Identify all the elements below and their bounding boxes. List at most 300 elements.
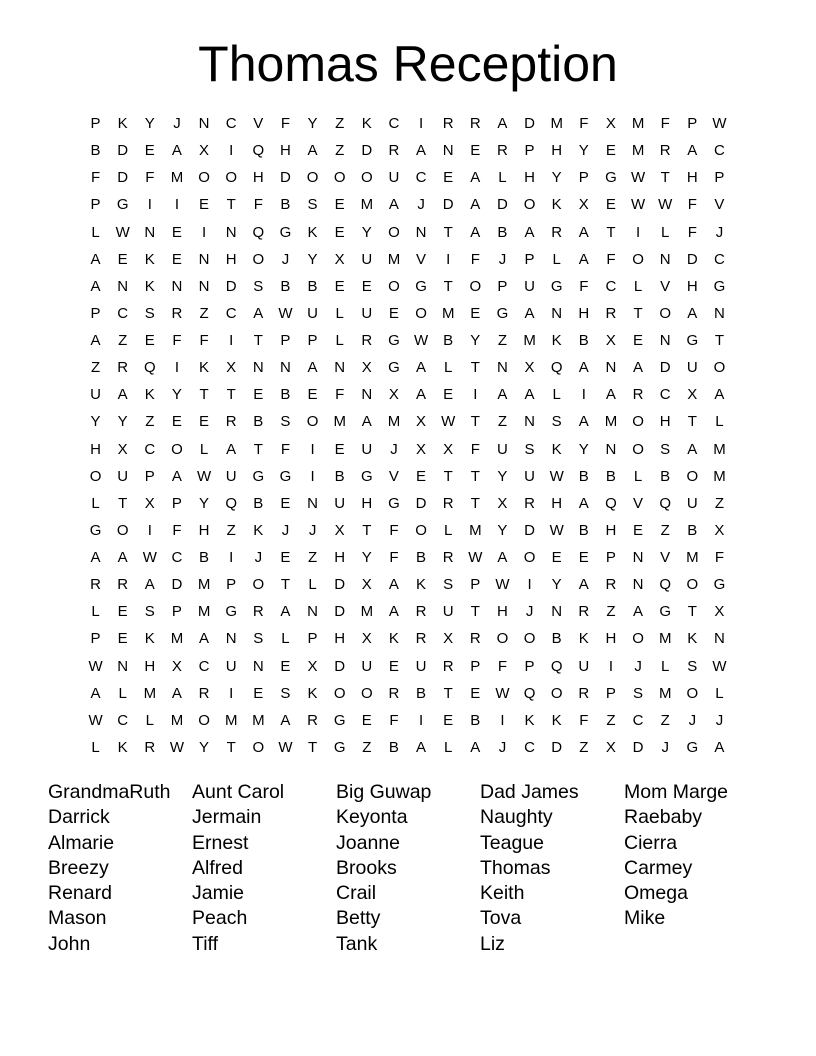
- grid-letter[interactable]: O: [360, 169, 373, 187]
- grid-letter[interactable]: F: [199, 332, 209, 350]
- grid-letter[interactable]: L: [661, 657, 670, 675]
- grid-letter[interactable]: F: [145, 169, 155, 187]
- grid-letter[interactable]: J: [498, 250, 507, 268]
- grid-letter[interactable]: G: [116, 196, 129, 214]
- grid-letter[interactable]: A: [687, 440, 698, 458]
- grid-letter[interactable]: K: [199, 359, 210, 377]
- grid-letter[interactable]: A: [280, 603, 291, 621]
- grid-letter[interactable]: Y: [307, 115, 318, 133]
- grid-letter[interactable]: I: [229, 142, 234, 160]
- grid-letter[interactable]: I: [229, 684, 234, 702]
- grid-letter[interactable]: C: [605, 277, 617, 295]
- grid-letter[interactable]: E: [253, 386, 264, 404]
- grid-letter[interactable]: C: [225, 115, 237, 133]
- grid-letter[interactable]: Z: [606, 603, 616, 621]
- grid-letter[interactable]: K: [144, 277, 155, 295]
- grid-letter[interactable]: T: [307, 738, 318, 756]
- grid-letter[interactable]: Y: [551, 576, 562, 594]
- grid-letter[interactable]: E: [470, 304, 481, 322]
- grid-letter[interactable]: R: [605, 304, 617, 322]
- grid-letter[interactable]: A: [416, 386, 427, 404]
- grid-letter[interactable]: A: [280, 711, 291, 729]
- grid-letter[interactable]: A: [307, 359, 318, 377]
- grid-letter[interactable]: D: [280, 169, 291, 187]
- grid-letter[interactable]: E: [388, 304, 399, 322]
- grid-letter[interactable]: Y: [470, 332, 481, 350]
- grid-letter[interactable]: H: [225, 250, 237, 268]
- grid-letter[interactable]: T: [470, 413, 480, 431]
- grid-letter[interactable]: M: [143, 684, 157, 702]
- grid-letter[interactable]: O: [632, 440, 644, 458]
- grid-letter[interactable]: G: [333, 711, 346, 729]
- grid-letter[interactable]: H: [280, 142, 291, 160]
- grid-letter[interactable]: O: [171, 440, 183, 458]
- grid-letter[interactable]: G: [388, 494, 400, 512]
- grid-letter[interactable]: M: [631, 142, 645, 160]
- grid-letter[interactable]: B: [551, 630, 562, 648]
- grid-letter[interactable]: R: [117, 359, 129, 377]
- grid-letter[interactable]: N: [442, 142, 454, 160]
- grid-letter[interactable]: A: [361, 413, 372, 431]
- grid-letter[interactable]: I: [635, 223, 641, 241]
- grid-letter[interactable]: U: [225, 657, 237, 675]
- grid-letter[interactable]: O: [632, 413, 644, 431]
- grid-letter[interactable]: W: [196, 467, 212, 485]
- grid-letter[interactable]: T: [443, 467, 453, 485]
- grid-letter[interactable]: A: [578, 359, 589, 377]
- grid-letter[interactable]: D: [686, 250, 698, 268]
- grid-letter[interactable]: N: [524, 413, 535, 431]
- grid-letter[interactable]: M: [197, 603, 211, 621]
- grid-letter[interactable]: H: [334, 549, 346, 567]
- grid-letter[interactable]: D: [334, 657, 346, 675]
- grid-letter[interactable]: L: [91, 494, 100, 512]
- grid-letter[interactable]: F: [389, 521, 399, 539]
- grid-letter[interactable]: C: [171, 549, 183, 567]
- grid-letter[interactable]: E: [334, 440, 345, 458]
- grid-letter[interactable]: O: [713, 359, 726, 377]
- grid-letter[interactable]: A: [578, 576, 589, 594]
- grid-letter[interactable]: Z: [497, 332, 508, 350]
- grid-letter[interactable]: E: [443, 386, 454, 404]
- grid-letter[interactable]: D: [225, 277, 237, 295]
- grid-letter[interactable]: O: [306, 413, 319, 431]
- grid-letter[interactable]: H: [361, 494, 373, 512]
- grid-letter[interactable]: P: [226, 576, 237, 594]
- grid-letter[interactable]: U: [225, 467, 237, 485]
- grid-letter[interactable]: R: [442, 657, 454, 675]
- grid-letter[interactable]: R: [578, 603, 590, 621]
- grid-letter[interactable]: F: [497, 657, 508, 675]
- grid-letter[interactable]: J: [525, 603, 534, 621]
- grid-letter[interactable]: F: [389, 549, 399, 567]
- grid-letter[interactable]: I: [500, 711, 505, 729]
- grid-letter[interactable]: L: [335, 304, 344, 322]
- grid-letter[interactable]: E: [443, 711, 454, 729]
- grid-letter[interactable]: A: [253, 304, 264, 322]
- grid-letter[interactable]: W: [630, 196, 646, 214]
- grid-letter[interactable]: P: [307, 332, 318, 350]
- grid-letter[interactable]: P: [171, 494, 182, 512]
- grid-letter[interactable]: L: [633, 467, 643, 485]
- grid-letter[interactable]: S: [307, 196, 318, 214]
- grid-letter[interactable]: T: [687, 603, 697, 621]
- grid-letter[interactable]: K: [307, 684, 318, 702]
- grid-letter[interactable]: B: [660, 467, 671, 485]
- grid-letter[interactable]: F: [579, 711, 589, 729]
- grid-letter[interactable]: M: [170, 169, 184, 187]
- grid-letter[interactable]: B: [199, 549, 210, 567]
- grid-letter[interactable]: B: [578, 467, 589, 485]
- grid-letter[interactable]: W: [115, 223, 130, 241]
- grid-letter[interactable]: Q: [659, 494, 672, 512]
- grid-letter[interactable]: P: [90, 630, 101, 648]
- grid-letter[interactable]: G: [686, 738, 699, 756]
- grid-letter[interactable]: E: [117, 603, 128, 621]
- grid-letter[interactable]: K: [117, 115, 128, 133]
- grid-letter[interactable]: I: [446, 250, 451, 268]
- grid-letter[interactable]: O: [333, 684, 346, 702]
- grid-letter[interactable]: I: [310, 467, 315, 485]
- grid-letter[interactable]: L: [498, 169, 507, 187]
- grid-letter[interactable]: D: [361, 142, 373, 160]
- grid-letter[interactable]: J: [715, 711, 724, 729]
- grid-letter[interactable]: X: [144, 494, 155, 512]
- grid-letter[interactable]: X: [524, 359, 535, 377]
- grid-letter[interactable]: R: [442, 494, 454, 512]
- grid-letter[interactable]: A: [117, 386, 128, 404]
- grid-letter[interactable]: D: [497, 196, 508, 214]
- grid-letter[interactable]: O: [686, 684, 699, 702]
- grid-letter[interactable]: N: [334, 359, 346, 377]
- grid-letter[interactable]: M: [333, 413, 346, 431]
- grid-letter[interactable]: K: [117, 738, 128, 756]
- grid-letter[interactable]: G: [225, 603, 238, 621]
- grid-letter[interactable]: Q: [252, 223, 265, 241]
- grid-letter[interactable]: E: [443, 169, 454, 187]
- grid-letter[interactable]: T: [199, 386, 209, 404]
- grid-letter[interactable]: E: [199, 413, 210, 431]
- grid-letter[interactable]: W: [413, 332, 429, 350]
- grid-letter[interactable]: A: [578, 494, 589, 512]
- grid-letter[interactable]: N: [605, 359, 617, 377]
- grid-letter[interactable]: O: [686, 576, 699, 594]
- grid-letter[interactable]: N: [171, 277, 183, 295]
- grid-letter[interactable]: G: [713, 576, 726, 594]
- grid-letter[interactable]: X: [307, 657, 318, 675]
- grid-letter[interactable]: L: [335, 332, 344, 350]
- grid-letter[interactable]: I: [527, 576, 532, 594]
- grid-letter[interactable]: A: [714, 386, 725, 404]
- grid-letter[interactable]: A: [497, 549, 508, 567]
- grid-letter[interactable]: D: [659, 359, 671, 377]
- grid-letter[interactable]: A: [416, 359, 427, 377]
- grid-letter[interactable]: P: [144, 467, 155, 485]
- grid-letter[interactable]: G: [333, 738, 346, 756]
- grid-letter[interactable]: F: [253, 196, 263, 214]
- grid-letter[interactable]: R: [469, 630, 481, 648]
- grid-letter[interactable]: M: [360, 196, 374, 214]
- grid-letter[interactable]: J: [498, 738, 507, 756]
- grid-letter[interactable]: N: [714, 630, 725, 648]
- grid-letter[interactable]: A: [416, 142, 427, 160]
- grid-letter[interactable]: A: [524, 304, 535, 322]
- grid-letter[interactable]: C: [714, 250, 725, 268]
- grid-letter[interactable]: L: [199, 440, 209, 458]
- grid-letter[interactable]: C: [632, 711, 644, 729]
- grid-letter[interactable]: E: [199, 196, 210, 214]
- grid-letter[interactable]: Q: [523, 684, 536, 702]
- grid-letter[interactable]: N: [361, 386, 373, 404]
- grid-letter[interactable]: R: [90, 576, 101, 594]
- grid-letter[interactable]: R: [442, 115, 454, 133]
- grid-letter[interactable]: M: [523, 332, 536, 350]
- grid-letter[interactable]: M: [658, 630, 672, 648]
- grid-letter[interactable]: X: [361, 359, 372, 377]
- grid-letter[interactable]: E: [334, 277, 345, 295]
- grid-letter[interactable]: O: [198, 169, 210, 187]
- grid-letter[interactable]: V: [714, 196, 725, 214]
- grid-letter[interactable]: Y: [497, 521, 508, 539]
- grid-letter[interactable]: Y: [144, 115, 155, 133]
- grid-letter[interactable]: Z: [606, 711, 616, 729]
- grid-letter[interactable]: H: [686, 277, 698, 295]
- grid-letter[interactable]: N: [659, 332, 671, 350]
- grid-letter[interactable]: G: [388, 332, 400, 350]
- grid-letter[interactable]: N: [225, 630, 237, 648]
- grid-letter[interactable]: P: [90, 304, 101, 322]
- grid-letter[interactable]: N: [307, 603, 318, 621]
- grid-letter[interactable]: G: [415, 277, 427, 295]
- grid-letter[interactable]: Q: [659, 576, 672, 594]
- grid-letter[interactable]: W: [142, 549, 157, 567]
- grid-letter[interactable]: B: [334, 467, 345, 485]
- grid-letter[interactable]: N: [198, 115, 210, 133]
- grid-letter[interactable]: F: [90, 169, 101, 187]
- grid-letter[interactable]: T: [118, 494, 128, 512]
- grid-letter[interactable]: O: [225, 169, 238, 187]
- grid-letter[interactable]: E: [171, 223, 182, 241]
- grid-letter[interactable]: Q: [252, 142, 265, 160]
- grid-letter[interactable]: P: [90, 115, 101, 133]
- grid-letter[interactable]: O: [632, 250, 644, 268]
- grid-letter[interactable]: C: [714, 142, 725, 160]
- grid-letter[interactable]: A: [578, 413, 589, 431]
- grid-letter[interactable]: Y: [90, 413, 101, 431]
- grid-letter[interactable]: S: [687, 657, 698, 675]
- grid-letter[interactable]: Y: [171, 386, 182, 404]
- grid-letter[interactable]: K: [307, 223, 318, 241]
- grid-letter[interactable]: W: [549, 467, 564, 485]
- grid-letter[interactable]: X: [497, 494, 508, 512]
- grid-letter[interactable]: A: [199, 630, 210, 648]
- grid-letter[interactable]: M: [631, 115, 645, 133]
- grid-letter[interactable]: X: [416, 440, 427, 458]
- grid-letter[interactable]: E: [280, 657, 291, 675]
- grid-letter[interactable]: X: [605, 115, 616, 133]
- grid-letter[interactable]: A: [470, 196, 481, 214]
- grid-letter[interactable]: N: [415, 223, 427, 241]
- grid-letter[interactable]: E: [144, 332, 155, 350]
- grid-letter[interactable]: Z: [307, 549, 318, 567]
- grid-letter[interactable]: W: [712, 657, 727, 675]
- grid-letter[interactable]: T: [470, 467, 480, 485]
- grid-letter[interactable]: Y: [361, 549, 372, 567]
- grid-letter[interactable]: L: [91, 223, 100, 241]
- grid-letter[interactable]: I: [229, 332, 234, 350]
- grid-letter[interactable]: N: [252, 657, 264, 675]
- grid-letter[interactable]: Z: [90, 359, 101, 377]
- grid-letter[interactable]: X: [226, 359, 237, 377]
- grid-letter[interactable]: U: [90, 386, 101, 404]
- grid-letter[interactable]: D: [524, 115, 535, 133]
- grid-letter[interactable]: D: [442, 196, 454, 214]
- grid-letter[interactable]: U: [388, 169, 400, 187]
- grid-letter[interactable]: X: [199, 142, 210, 160]
- grid-letter[interactable]: U: [361, 440, 373, 458]
- grid-letter[interactable]: Z: [335, 142, 345, 160]
- grid-letter[interactable]: T: [226, 738, 236, 756]
- grid-letter[interactable]: B: [497, 223, 508, 241]
- grid-letter[interactable]: D: [117, 142, 129, 160]
- grid-letter[interactable]: W: [441, 413, 456, 431]
- grid-letter[interactable]: N: [659, 250, 671, 268]
- grid-letter[interactable]: H: [659, 413, 671, 431]
- grid-letter[interactable]: A: [90, 277, 101, 295]
- grid-letter[interactable]: S: [443, 576, 454, 594]
- grid-letter[interactable]: P: [90, 196, 101, 214]
- grid-letter[interactable]: R: [632, 386, 644, 404]
- grid-letter[interactable]: O: [523, 549, 536, 567]
- grid-letter[interactable]: W: [495, 576, 510, 594]
- grid-letter[interactable]: A: [388, 196, 399, 214]
- grid-letter[interactable]: R: [388, 142, 400, 160]
- grid-letter[interactable]: L: [91, 738, 100, 756]
- grid-letter[interactable]: H: [551, 142, 563, 160]
- grid-letter[interactable]: A: [90, 250, 101, 268]
- grid-letter[interactable]: K: [144, 250, 155, 268]
- grid-letter[interactable]: X: [334, 250, 345, 268]
- grid-letter[interactable]: L: [715, 413, 724, 431]
- grid-letter[interactable]: P: [714, 169, 725, 187]
- grid-letter[interactable]: F: [470, 440, 480, 458]
- grid-letter[interactable]: C: [524, 738, 535, 756]
- grid-letter[interactable]: M: [360, 603, 374, 621]
- grid-letter[interactable]: X: [605, 332, 616, 350]
- grid-letter[interactable]: B: [578, 332, 589, 350]
- grid-letter[interactable]: A: [388, 603, 399, 621]
- grid-letter[interactable]: B: [90, 142, 101, 160]
- grid-letter[interactable]: B: [578, 521, 589, 539]
- grid-letter[interactable]: J: [688, 711, 697, 729]
- grid-letter[interactable]: X: [714, 603, 725, 621]
- grid-letter[interactable]: D: [334, 576, 346, 594]
- grid-letter[interactable]: A: [714, 738, 725, 756]
- grid-letter[interactable]: I: [147, 521, 152, 539]
- grid-letter[interactable]: K: [416, 576, 427, 594]
- grid-letter[interactable]: W: [549, 521, 564, 539]
- grid-letter[interactable]: A: [388, 576, 399, 594]
- grid-letter[interactable]: W: [88, 711, 103, 729]
- grid-letter[interactable]: R: [497, 142, 508, 160]
- grid-letter[interactable]: D: [171, 576, 183, 594]
- grid-letter[interactable]: L: [552, 386, 561, 404]
- grid-letter[interactable]: X: [687, 386, 698, 404]
- grid-letter[interactable]: V: [253, 115, 264, 133]
- grid-letter[interactable]: Y: [578, 142, 589, 160]
- grid-letter[interactable]: A: [687, 304, 698, 322]
- grid-letter[interactable]: T: [443, 277, 453, 295]
- grid-letter[interactable]: M: [387, 413, 401, 431]
- grid-letter[interactable]: R: [388, 684, 400, 702]
- grid-letter[interactable]: D: [415, 494, 427, 512]
- grid-letter[interactable]: A: [144, 576, 155, 594]
- grid-letter[interactable]: K: [361, 115, 372, 133]
- grid-letter[interactable]: B: [388, 738, 399, 756]
- grid-letter[interactable]: S: [253, 630, 264, 648]
- grid-letter[interactable]: M: [197, 576, 211, 594]
- grid-letter[interactable]: Z: [579, 738, 589, 756]
- grid-letter[interactable]: F: [606, 250, 616, 268]
- grid-letter[interactable]: Z: [118, 332, 128, 350]
- grid-letter[interactable]: X: [416, 413, 427, 431]
- grid-letter[interactable]: S: [524, 440, 535, 458]
- grid-letter[interactable]: R: [415, 630, 427, 648]
- grid-letter[interactable]: R: [252, 603, 264, 621]
- grid-letter[interactable]: Y: [199, 494, 210, 512]
- grid-letter[interactable]: T: [443, 684, 453, 702]
- grid-letter[interactable]: L: [444, 359, 453, 377]
- grid-letter[interactable]: M: [713, 440, 726, 458]
- grid-letter[interactable]: U: [686, 494, 698, 512]
- grid-letter[interactable]: O: [252, 576, 265, 594]
- grid-letter[interactable]: V: [416, 250, 427, 268]
- grid-letter[interactable]: P: [524, 142, 535, 160]
- grid-letter[interactable]: E: [334, 196, 345, 214]
- grid-letter[interactable]: I: [473, 386, 478, 404]
- grid-letter[interactable]: S: [144, 304, 155, 322]
- grid-letter[interactable]: A: [633, 603, 644, 621]
- grid-letter[interactable]: O: [523, 630, 536, 648]
- grid-letter[interactable]: H: [605, 521, 617, 539]
- grid-letter[interactable]: E: [361, 277, 372, 295]
- grid-letter[interactable]: N: [714, 304, 725, 322]
- grid-letter[interactable]: D: [632, 738, 644, 756]
- grid-letter[interactable]: J: [281, 250, 290, 268]
- grid-letter[interactable]: T: [362, 521, 372, 539]
- grid-letter[interactable]: A: [470, 223, 481, 241]
- grid-letter[interactable]: H: [578, 304, 590, 322]
- grid-letter[interactable]: A: [90, 549, 101, 567]
- grid-letter[interactable]: E: [171, 250, 182, 268]
- grid-letter[interactable]: S: [660, 440, 671, 458]
- grid-letter[interactable]: P: [497, 277, 508, 295]
- grid-letter[interactable]: M: [469, 521, 482, 539]
- grid-letter[interactable]: A: [171, 467, 182, 485]
- grid-letter[interactable]: G: [89, 521, 102, 539]
- grid-letter[interactable]: Q: [143, 359, 156, 377]
- grid-letter[interactable]: Z: [199, 304, 209, 322]
- grid-letter[interactable]: Q: [550, 657, 563, 675]
- grid-letter[interactable]: O: [360, 684, 373, 702]
- grid-letter[interactable]: P: [470, 576, 481, 594]
- grid-letter[interactable]: D: [524, 521, 535, 539]
- grid-letter[interactable]: W: [468, 549, 483, 567]
- grid-letter[interactable]: R: [225, 413, 237, 431]
- grid-letter[interactable]: R: [144, 738, 156, 756]
- grid-letter[interactable]: B: [307, 277, 318, 295]
- grid-letter[interactable]: A: [90, 332, 101, 350]
